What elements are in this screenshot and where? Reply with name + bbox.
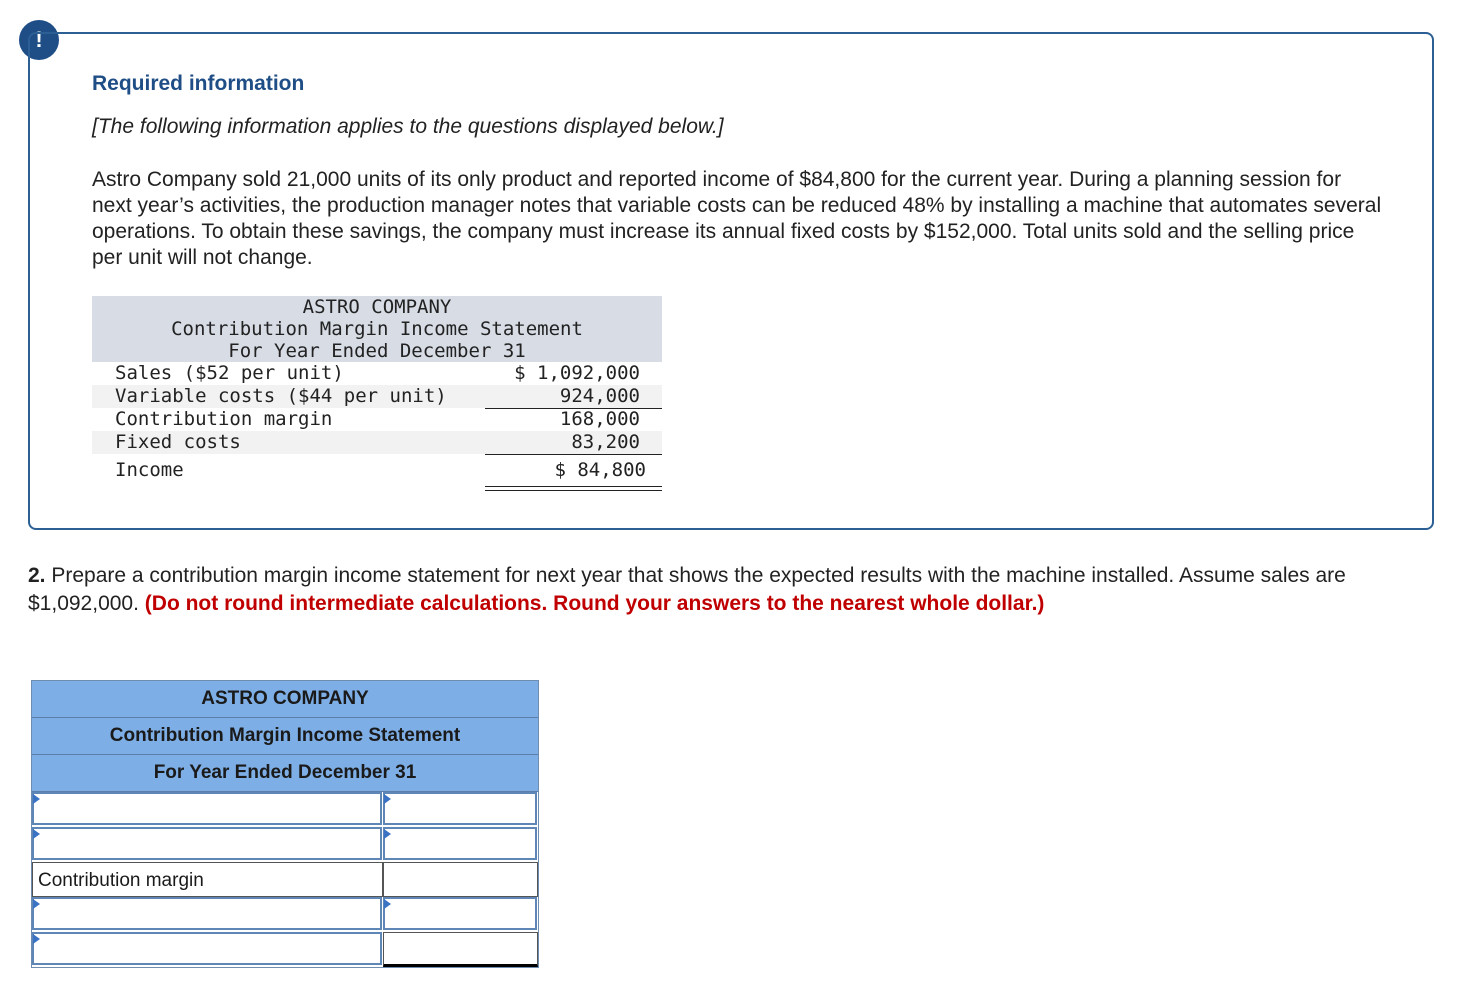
dropdown-marker-icon [33,934,40,944]
info-note: [The following information applies to the questions displayed below.] [92,115,724,138]
row-2-label-input[interactable] [32,827,382,860]
question-text: Prepare a contribution margin income statement for next year that shows the expected results with the machine installed. Assume sales are $1,092,000. [28,564,1346,615]
statement-company: ASTRO COMPANY [302,296,452,318]
row-amount: $ 1,092,000 [514,362,640,384]
info-paragraph: Astro Company sold 21,000 units of its only product and reported income of $84,800 for the current year. During a planning session for next year’s activities, the production manager notes that variable costs can be reduced 48% by installing a machine that automates several operations. To obtain these savings, the company must increase its annual fixed costs by $152,000. Total units sold and the selling price per unit will not change. [92,168,1382,269]
contribution-margin-amount-cell[interactable] [383,862,538,897]
question-instruction: (Do not round intermediate calculations. Round your answers to the nearest whole dollar.) [144,592,1045,615]
statement-header [92,296,662,362]
underline [485,454,662,455]
row-4-label-input[interactable] [32,897,382,930]
dropdown-marker-icon [384,794,391,804]
answer-row-1 [32,792,538,827]
row-5-amount-cell[interactable] [383,932,538,967]
question-2 [28,562,1428,618]
statement-row-fixed-costs [92,431,662,454]
row-label: Contribution margin [115,408,333,430]
row-amount: $ 84,800 [554,459,646,481]
question-number: 2. [28,564,46,587]
dropdown-marker-icon [384,899,391,909]
statement-row-income [92,459,662,482]
row-amount: 83,200 [571,431,640,453]
row-label: Variable costs ($44 per unit) [115,385,447,407]
statement-row-contribution-margin [92,408,662,431]
answer-period: For Year Ended December 31 [32,755,538,792]
answer-table [31,680,539,968]
statement-row-sales [92,362,662,385]
answer-company: ASTRO COMPANY [32,681,538,718]
answer-row-4 [32,897,538,932]
row-5-label-input[interactable] [32,932,382,965]
required-information-panel [28,32,1434,530]
row-amount: 168,000 [559,408,640,430]
dropdown-marker-icon [33,794,40,804]
given-income-statement [92,296,662,481]
answer-row-2 [32,827,538,862]
row-label: Sales ($52 per unit) [115,362,344,384]
statement-period: For Year Ended December 31 [228,340,526,362]
double-underline-bottom [485,490,662,491]
dropdown-marker-icon [33,899,40,909]
dropdown-marker-icon [384,829,391,839]
row-1-amount-input[interactable] [383,792,537,825]
answer-row-5 [32,932,538,967]
answer-row-contribution-margin [32,862,538,897]
info-title: Required information [92,72,305,95]
row-label: Fixed costs [115,431,241,453]
dropdown-marker-icon [33,829,40,839]
alert-icon: ! [19,20,59,60]
statement-title: Contribution Margin Income Statement [171,318,583,340]
answer-title: Contribution Margin Income Statement [32,718,538,755]
row-label: Income [115,459,184,481]
row-2-amount-input[interactable] [383,827,537,860]
double-underline-top [485,486,662,487]
contribution-margin-label: Contribution margin [32,862,383,897]
row-1-label-input[interactable] [32,792,382,825]
row-4-amount-input[interactable] [383,897,537,930]
row-amount: 924,000 [559,385,640,407]
statement-row-variable-costs [92,385,662,408]
